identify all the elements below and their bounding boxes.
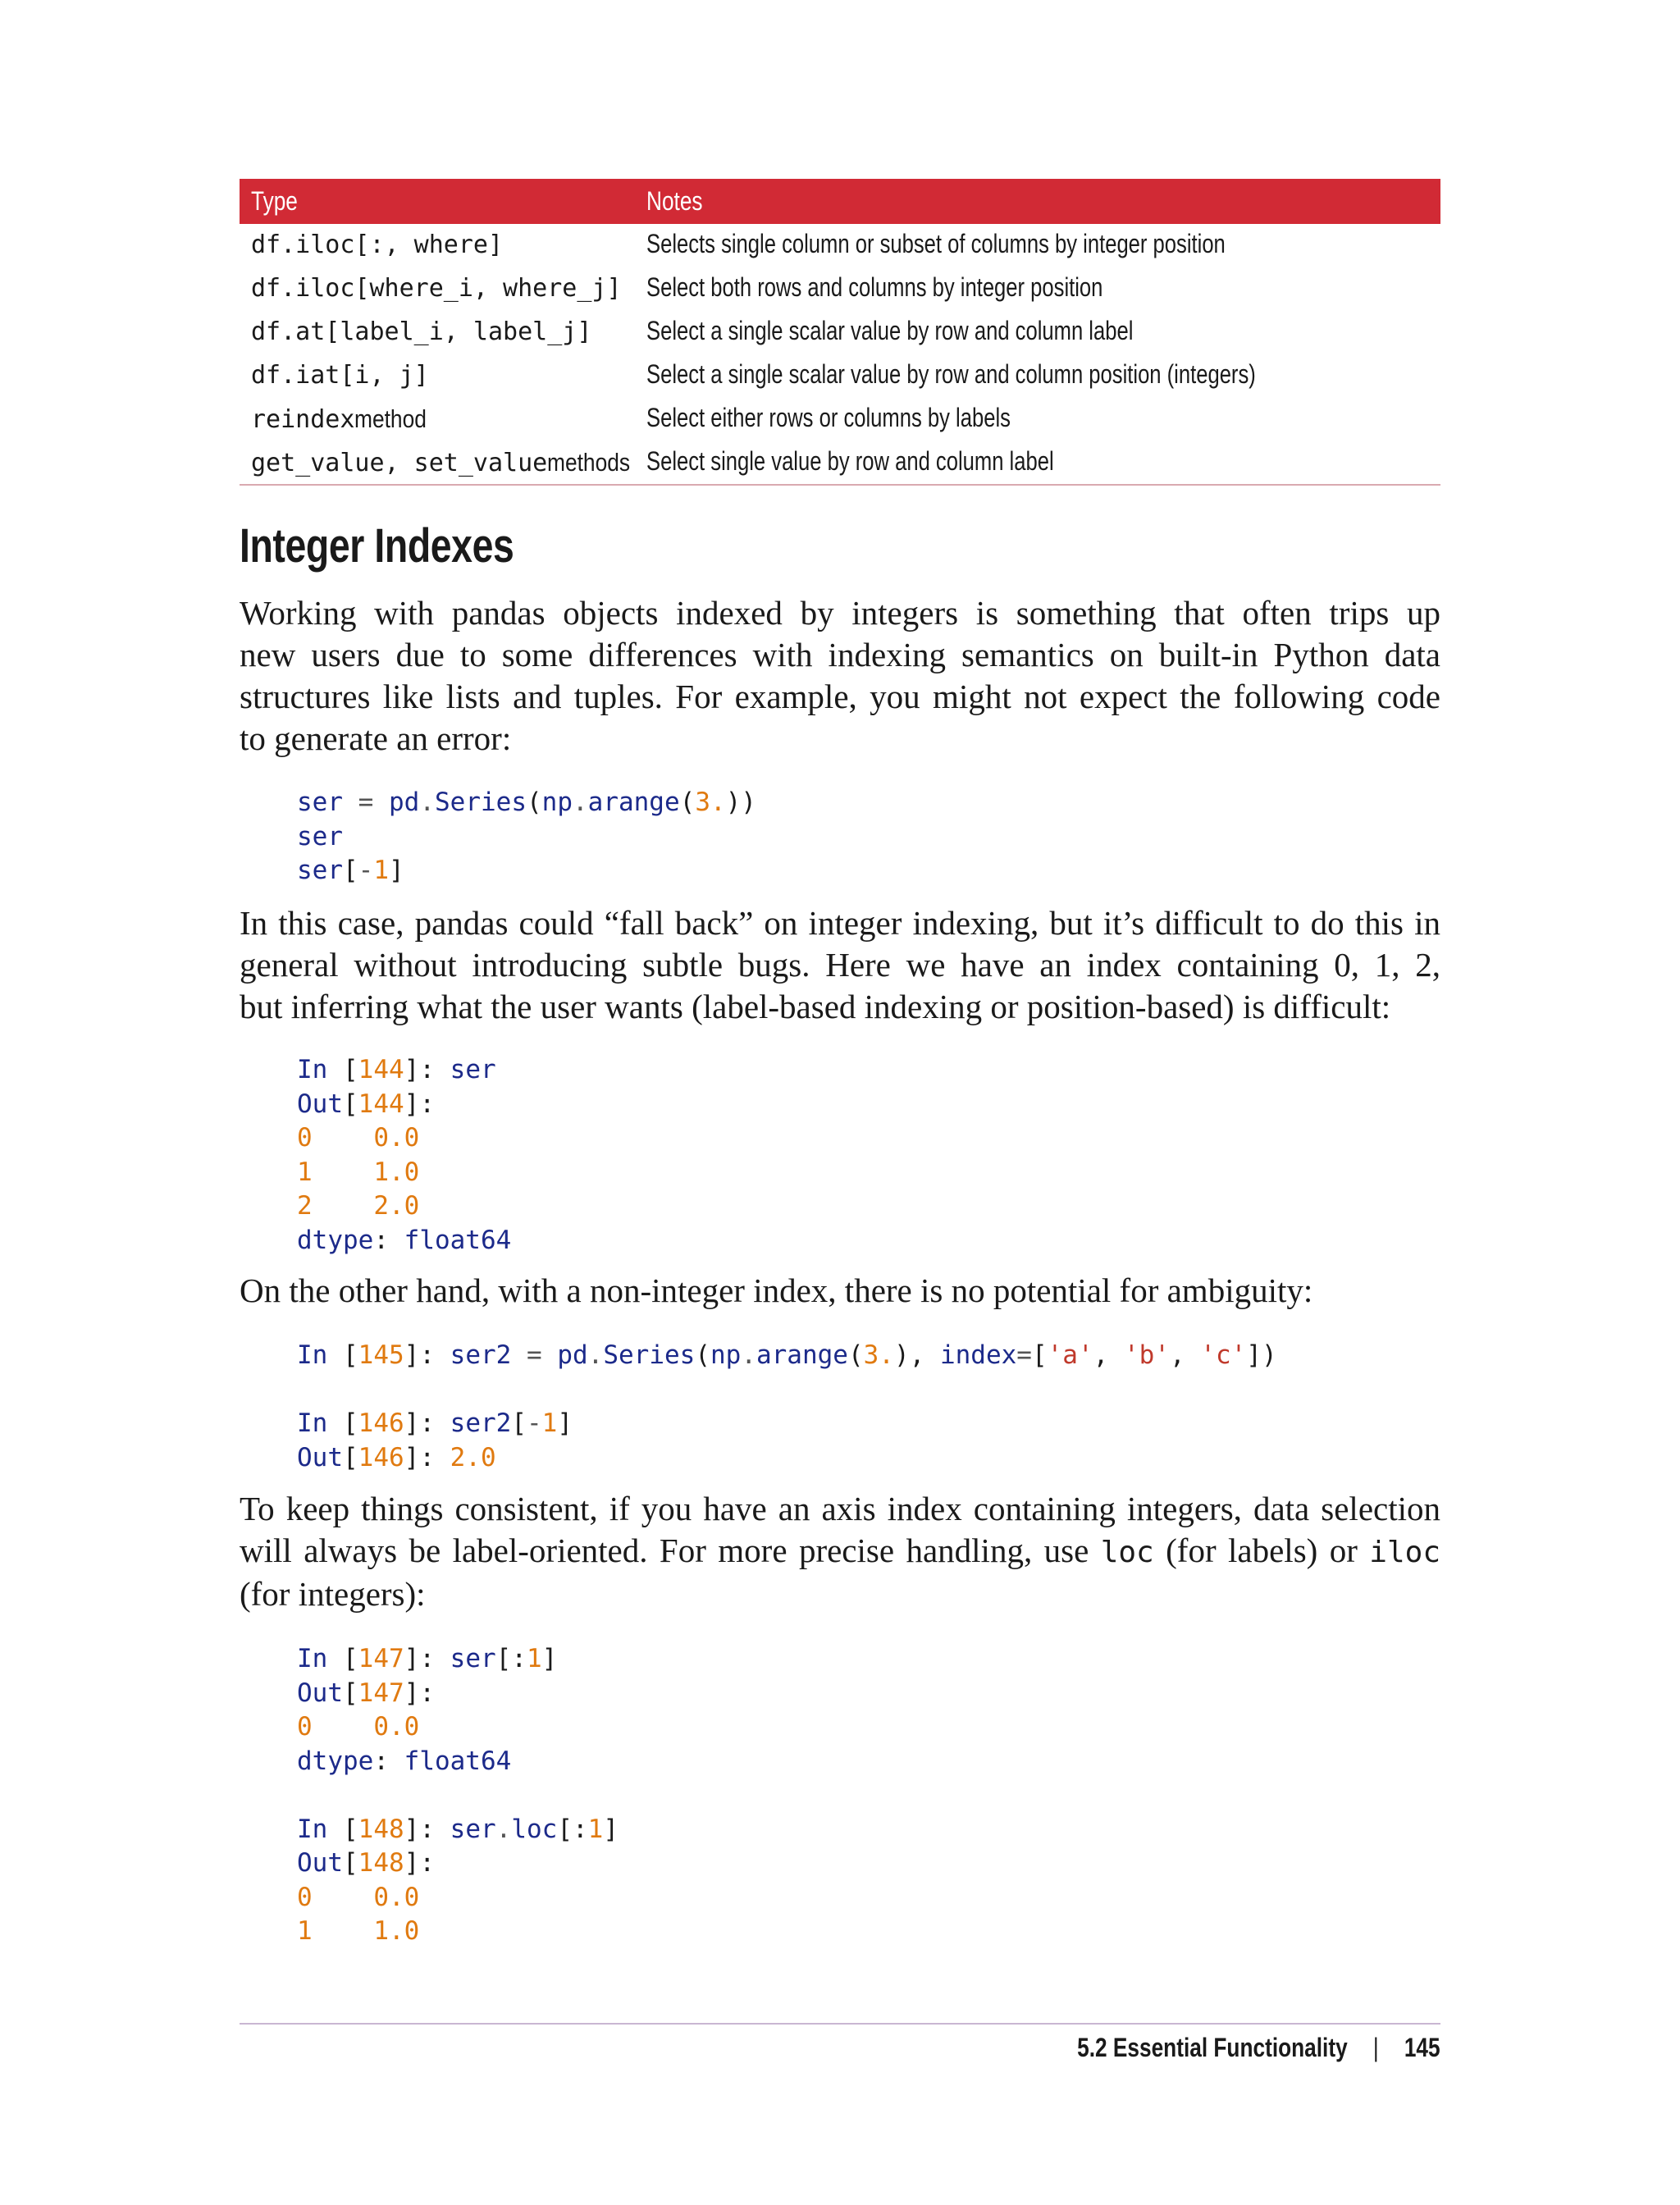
code-token: 145 (358, 1340, 404, 1370)
notes-cell: Selects single column or subset of columns by integer position (646, 229, 1226, 258)
type-code: get_value, set_value (251, 449, 548, 477)
code-token: = (511, 1340, 558, 1370)
notes-cell: Select single value by row and column label (646, 446, 1054, 476)
notes-cell: Select either rows or columns by labels (646, 403, 1011, 432)
code-block-series-example (297, 786, 756, 888)
code-token: . (419, 788, 435, 817)
code-token: arange (756, 1340, 848, 1370)
code-token: . (572, 788, 588, 817)
code-block-slicing-example (297, 1642, 619, 1949)
indexing-options-table (240, 179, 1440, 491)
type-suffix: methods (547, 448, 631, 477)
code-token: ( (679, 788, 696, 817)
text-segment: will always be label-oriented. For more precise handling, use (240, 1532, 1101, 1569)
code-token: ]: (404, 1340, 450, 1370)
code-line (297, 1373, 1277, 1408)
code-token: 2.0 (450, 1442, 496, 1472)
code-line (297, 1121, 511, 1156)
notes-cell: Select a single scalar value by row and column label (646, 316, 1134, 345)
code-token: ]) (1246, 1340, 1277, 1370)
code-token: pd (557, 1340, 588, 1370)
code-token: )) (725, 788, 756, 817)
code-token: - (358, 856, 374, 885)
type-cell (251, 274, 622, 303)
inline-code-loc: loc (1100, 1536, 1154, 1569)
code-token: Out (297, 1848, 343, 1878)
code-line (297, 820, 756, 855)
fallback-paragraph (240, 902, 1440, 1028)
code-token: Out (297, 1678, 343, 1708)
code-token: [ (343, 856, 358, 885)
code-line (297, 1778, 619, 1813)
code-line (297, 1053, 511, 1088)
code-token: 0 0.0 (297, 1882, 420, 1912)
code-token: Series (435, 788, 527, 817)
paragraph-line: new users due to some differences with indexing semantics on built-in Python data (240, 636, 1440, 673)
code-token: Out (297, 1442, 343, 1472)
code-token: 1 (541, 1408, 558, 1438)
table-header-notes: Notes (646, 186, 703, 216)
code-token: ]: (404, 1055, 450, 1084)
code-token: In (297, 1055, 343, 1084)
code-token: 0 0.0 (297, 1123, 420, 1153)
code-token: [ (343, 1089, 358, 1119)
code-token: [ (343, 1408, 358, 1438)
table-row (240, 398, 1440, 441)
table-row (240, 354, 1440, 398)
code-token: ]: (404, 1089, 435, 1119)
code-line (297, 1745, 619, 1779)
code-token: arange (587, 788, 680, 817)
code-token: ), (893, 1340, 940, 1370)
footer-separator: | (1373, 2033, 1380, 2062)
code-token: ]: (404, 1408, 450, 1438)
page-number: 145 (1404, 2033, 1440, 2062)
code-token: 'c' (1200, 1340, 1247, 1370)
paragraph-line-with-code (240, 1530, 1440, 1573)
code-line (297, 1441, 1277, 1476)
paragraph-line: (for integers): (240, 1575, 426, 1613)
code-token: [ (343, 1644, 358, 1673)
code-token: 148 (358, 1814, 404, 1844)
code-token: ser2 (450, 1408, 512, 1438)
code-line (297, 1339, 1277, 1373)
code-line (297, 1710, 619, 1745)
code-token: [ (343, 1340, 358, 1370)
code-line (297, 1088, 511, 1122)
code-token: Out (297, 1089, 343, 1119)
code-token: ser2 (450, 1340, 512, 1370)
code-token: float64 (404, 1746, 512, 1776)
code-token: = (343, 788, 389, 817)
code-token: In (297, 1814, 343, 1844)
type-code: df.iat[i, j] (251, 361, 429, 390)
table-row (240, 267, 1440, 311)
code-token: . (587, 1340, 604, 1370)
footer-rule (240, 2023, 1440, 2025)
code-token: ser (297, 856, 343, 885)
footer-section-title: 5.2 Essential Functionality (1077, 2033, 1349, 2062)
code-line (297, 1813, 619, 1847)
page-footer (1078, 2033, 1440, 2063)
code-token: 3. (695, 788, 726, 817)
code-token: ] (541, 1644, 558, 1673)
code-token: , (1093, 1340, 1124, 1370)
type-suffix: method (354, 404, 427, 433)
code-token: 146 (358, 1408, 404, 1438)
table-row (240, 224, 1440, 267)
code-token: = (1016, 1340, 1032, 1370)
code-line (297, 1156, 511, 1190)
code-line (297, 1677, 619, 1711)
code-token: 0 0.0 (297, 1712, 420, 1742)
paragraph-line: To keep things consistent, if you have an axis index containing integers, data selection (240, 1490, 1440, 1527)
code-token: ]: (404, 1644, 450, 1673)
code-token: 1 1.0 (297, 1157, 420, 1187)
code-token: 'a' (1047, 1340, 1093, 1370)
code-token: 2 2.0 (297, 1191, 420, 1221)
code-line (297, 1642, 619, 1677)
table-row (240, 441, 1440, 485)
code-token: : (373, 1225, 404, 1255)
code-token: ( (526, 788, 542, 817)
code-token: ( (695, 1340, 710, 1370)
type-code: df.iloc[:, where] (251, 231, 504, 259)
paragraph-line: In this case, pandas could “fall back” on integer indexing, but it’s difficult to do this in (240, 904, 1440, 942)
code-token: [ (343, 1678, 358, 1708)
code-token: ] (389, 856, 404, 885)
table-header-type: Type (251, 186, 298, 216)
code-line (297, 786, 756, 820)
type-code: df.iloc[where_i, where_j] (251, 274, 622, 303)
code-token: : (373, 1746, 404, 1776)
notes-cell: Select a single scalar value by row and column position (integers) (646, 359, 1256, 389)
table-bottom-rule (240, 484, 1440, 486)
code-token: ] (557, 1408, 573, 1438)
code-line (297, 1847, 619, 1881)
table-header (240, 179, 1440, 224)
code-token: , (1169, 1340, 1201, 1370)
code-token: 144 (358, 1055, 404, 1084)
code-token: [: (495, 1644, 527, 1673)
type-cell (251, 404, 440, 434)
code-token: 3. (863, 1340, 894, 1370)
code-token: loc (511, 1814, 558, 1844)
loc-iloc-paragraph (240, 1488, 1440, 1615)
code-token: dtype (297, 1746, 374, 1776)
intro-paragraph (240, 592, 1440, 760)
code-token: In (297, 1644, 343, 1673)
code-token: . (741, 1340, 756, 1370)
code-token: [ (343, 1814, 358, 1844)
code-token: 'b' (1123, 1340, 1170, 1370)
code-token: np (710, 1340, 742, 1370)
code-token: 1 (373, 856, 390, 885)
code-token: [ (511, 1408, 527, 1438)
code-token: ser (450, 1644, 496, 1673)
code-token: 144 (358, 1089, 404, 1119)
inline-code-iloc: iloc (1369, 1536, 1440, 1569)
type-code: df.at[label_i, label_j] (251, 317, 592, 346)
code-token: ]: (404, 1848, 435, 1878)
code-token: [ (343, 1055, 358, 1084)
code-token: ]: (404, 1814, 450, 1844)
code-token: ser (450, 1814, 496, 1844)
section-heading: Integer Indexes (240, 519, 514, 573)
code-token: pd (389, 788, 420, 817)
code-token: ser (450, 1055, 496, 1084)
code-token: 147 (358, 1678, 404, 1708)
paragraph-line: structures like lists and tuples. For example, you might not expect the following code (240, 678, 1440, 715)
code-token: 1 (527, 1644, 542, 1673)
type-cell (251, 231, 503, 259)
code-token: ( (847, 1340, 864, 1370)
code-line (297, 1881, 619, 1915)
code-token: 148 (358, 1848, 404, 1878)
paragraph-line: Working with pandas objects indexed by integers is something that often trips up (240, 594, 1440, 632)
code-token: ]: (404, 1678, 435, 1708)
code-token: . (495, 1814, 512, 1844)
paragraph-line: On the other hand, with a non-integer index, there is no potential for ambiguity: (240, 1271, 1313, 1309)
code-token: 147 (358, 1644, 404, 1673)
code-line (297, 1224, 511, 1258)
paragraph-line: to generate an error: (240, 719, 512, 757)
code-token: [ (343, 1442, 358, 1472)
type-code: reindex (251, 405, 355, 434)
code-line (297, 1407, 1277, 1441)
type-cell (251, 361, 429, 390)
code-line (297, 1189, 511, 1224)
code-token: 1 (587, 1814, 604, 1844)
code-token: dtype (297, 1225, 374, 1255)
code-token: 1 1.0 (297, 1916, 420, 1946)
code-token: In (297, 1408, 343, 1438)
code-token: ser (297, 788, 343, 817)
notes-cell: Select both rows and columns by integer position (646, 272, 1103, 302)
code-token: ]: (404, 1442, 450, 1472)
code-token: [: (557, 1814, 588, 1844)
code-token: index (939, 1340, 1017, 1370)
code-line (297, 854, 756, 888)
code-token: - (527, 1408, 542, 1438)
paragraph-line: general without introducing subtle bugs. Here we have an index containing 0, 1, 2, (240, 946, 1440, 984)
code-block-ser-output (297, 1053, 511, 1258)
code-token: [ (1031, 1340, 1048, 1370)
code-token: float64 (404, 1225, 512, 1255)
code-token: ] (603, 1814, 619, 1844)
table-row (240, 311, 1440, 354)
text-segment: (for labels) or (1153, 1532, 1370, 1569)
code-token: 146 (358, 1442, 404, 1472)
type-cell (251, 448, 645, 477)
non-integer-paragraph (240, 1270, 1440, 1312)
code-token: np (541, 788, 573, 817)
paragraph-line: but inferring what the user wants (label-based indexing or position-based) is difficult: (240, 988, 1391, 1025)
code-token: ser (297, 821, 343, 851)
type-cell (251, 317, 591, 346)
code-token: In (297, 1340, 343, 1370)
code-line (297, 1915, 619, 1949)
code-block-ser2-example (297, 1339, 1277, 1475)
code-token: Series (603, 1340, 696, 1370)
code-token: [ (343, 1848, 358, 1878)
